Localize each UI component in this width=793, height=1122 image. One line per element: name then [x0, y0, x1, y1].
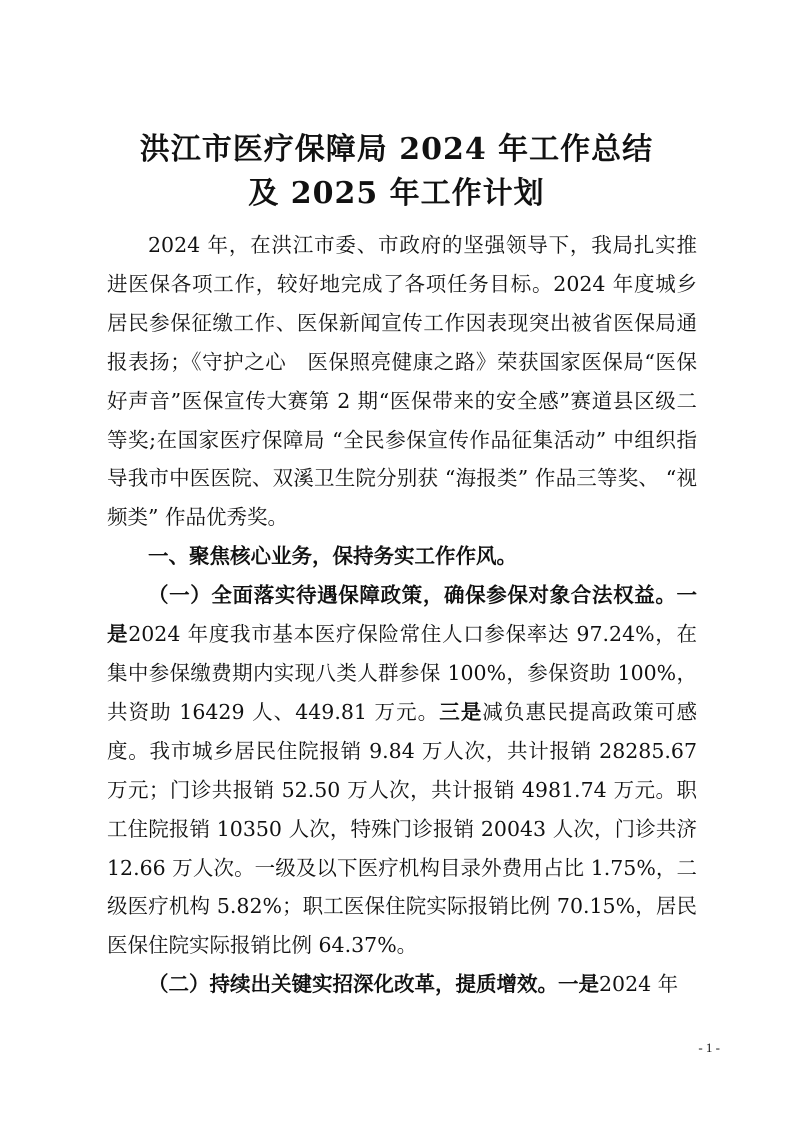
subsection-1-lead: （一）全面落实待遇保障政策，确保参保对象合法权益。一是	[107, 583, 697, 647]
subsection-1-text-2: 减负惠民提高政策可感度。我市城乡居民住院报销 9.84 万人次，共计报销 28285.67 万元；门诊共报销 52.50 万人次，共计报销 4981.74 万元。职工住院报销 10350 人次，特殊门诊报销 20043 人次，门诊共济 12.66 万人次。一级及以下医疗机构目录外费用占比 1.75%，二级医疗机构 5.82%；职工医保住院实际报销比例 70.15%，居民医保住院实际报销比例 64.37%。	[107, 699, 698, 958]
intro-paragraph: 2024 年，在洪江市委、市政府的坚强领导下，我局扎实推进医保各项工作，较好地完成了各项任务目标。2024 年度城乡居民参保征缴工作、医保新闻宣传工作因表现突出被省医保局通报表扬；《守护之心 医保照亮健康之路》荣获国家医保局“医保好声音”医保宣传大赛第 2 期“医保带来的安全感”赛道县区级二等奖;在国家医疗保障局 “全民参保宣传作品征集活动” 中组织指导我市中医医院、双溪卫生院分别获 “海报类” 作品三等奖、 “视频类” 作品优秀奖。	[107, 233, 697, 530]
subsection-1-text-1: 2024 年度我市基本医疗保险常住人口参保率达 97.24%，在集中参保缴费期内实现八类人群参保 100%，参保资助 100%，共资助 16429 人、449.81 万元。	[107, 622, 697, 724]
document-body	[107, 226, 697, 1004]
subsection-paragraph-2	[107, 965, 697, 1004]
page-number: - 1 -	[698, 1040, 720, 1055]
subsection-2-text-1: 2024 年	[599, 972, 679, 997]
subsection-1-marker-3: 三是	[439, 699, 483, 724]
subsection-2-lead: （二）持续出关键实招深化改革，提质增效。一是	[148, 972, 599, 997]
title-line-2: 及 2025 年工作计划	[248, 176, 545, 211]
subsection-paragraph-1	[107, 576, 697, 965]
document-title	[0, 128, 793, 216]
title-line-1: 洪江市医疗保障局 2024 年工作总结	[139, 132, 654, 167]
section-heading-1: 一、聚焦核心业务，保持务实工作作风。	[148, 544, 517, 569]
